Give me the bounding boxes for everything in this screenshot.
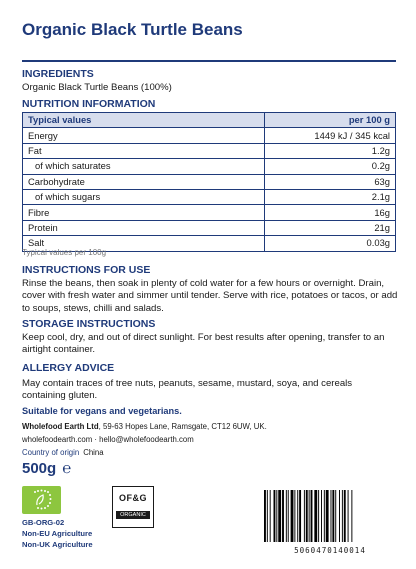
table-row <box>23 128 396 143</box>
barcode-bar <box>335 490 336 542</box>
barcode-bar <box>282 490 284 542</box>
company-name: Wholefood Earth Ltd <box>22 422 99 431</box>
ofg-logo-top: OF&G <box>119 493 147 503</box>
barcode-bar <box>278 490 281 542</box>
storage-text: Keep cool, dry, and out of direct sunlight. For best results after opening, transfer to an airtight container. <box>22 332 385 356</box>
weight-value: 500g <box>22 460 57 477</box>
ingredients-text: Organic Black Turtle Beans (100%) <box>22 82 172 93</box>
company-line <box>22 422 267 431</box>
row-value: 16g <box>265 205 396 220</box>
barcode-bar <box>294 490 295 542</box>
header-typical-values: Typical values <box>23 113 265 128</box>
barcode-bar <box>286 490 287 542</box>
barcode-bar <box>270 490 271 542</box>
row-value: 63g <box>265 174 396 189</box>
row-value: 1.2g <box>265 143 396 158</box>
barcode-bar <box>324 490 325 542</box>
row-label: Energy <box>23 128 265 143</box>
row-value: 2.1g <box>265 189 396 204</box>
row-label: of which sugars <box>23 189 265 204</box>
barcode-bar <box>342 490 343 542</box>
barcode-bar <box>339 490 340 542</box>
barcode-bar <box>332 490 334 542</box>
barcode-bar <box>299 490 301 542</box>
row-value: 21g <box>265 220 396 235</box>
barcode-bar <box>309 490 310 542</box>
barcode-bar <box>344 490 346 542</box>
barcode-bar <box>318 490 319 542</box>
organic-code-1: GB-ORG-02 <box>22 518 65 527</box>
instructions-text: Rinse the beans, then soak in plenty of cold water for a few hours or overnight. Drain, cover with fresh water and simmer until tender. Serve with rice, potatoes or tacos, or add to soups, stews, chilli and salads. <box>22 278 398 314</box>
row-value: 1449 kJ / 345 kcal <box>265 128 396 143</box>
barcode-bar <box>306 490 308 542</box>
origin-line <box>22 448 104 457</box>
barcode-bar <box>304 490 305 542</box>
header-per-100g: per 100 g <box>265 113 396 128</box>
row-label: of which saturates <box>23 159 265 174</box>
nutrition-header-row <box>23 113 396 128</box>
barcode-bar <box>321 490 322 542</box>
origin-label: Country of origin <box>22 448 80 457</box>
ofg-organic-logo <box>112 486 154 528</box>
barcode-bar <box>311 490 313 542</box>
storage-heading: STORAGE INSTRUCTIONS <box>22 318 156 330</box>
net-weight <box>22 460 71 477</box>
barcode-bar <box>348 490 349 542</box>
company-address: , 59-63 Hopes Lane, Ramsgate, CT12 6UW, UK. <box>98 422 267 431</box>
nutrition-heading: NUTRITION INFORMATION <box>22 98 156 110</box>
organic-code-2: Non-EU Agriculture <box>22 529 93 538</box>
barcode-bar <box>267 490 268 542</box>
barcode-bar <box>314 490 317 542</box>
nutrition-table <box>22 112 396 252</box>
barcode-bar <box>351 490 352 542</box>
barcode <box>262 490 398 542</box>
barcode-bar <box>291 490 294 542</box>
barcode-bar <box>297 490 298 542</box>
instructions-heading: INSTRUCTIONS FOR USE <box>22 264 151 276</box>
barcode-bar <box>276 490 277 542</box>
barcode-number: 5060470140014 <box>294 546 366 555</box>
table-row <box>23 143 396 158</box>
ingredients-heading: INGREDIENTS <box>22 68 94 80</box>
estimated-sign: ℮ <box>62 460 72 477</box>
product-title: Organic Black Turtle Beans <box>22 20 243 39</box>
title-divider <box>22 60 396 62</box>
table-row <box>23 174 396 189</box>
eu-organic-leaf-icon <box>22 486 61 514</box>
allergy-heading: ALLERGY ADVICE <box>22 362 115 374</box>
organic-code-3: Non-UK Agriculture <box>22 540 93 549</box>
vegan-note: Suitable for vegans and vegetarians. <box>22 406 182 416</box>
barcode-bar <box>326 490 329 542</box>
table-row <box>23 205 396 220</box>
company-contact: wholefoodearth.com · hello@wholefoodearth.com <box>22 435 194 444</box>
row-label: Fat <box>23 143 265 158</box>
row-label: Salt <box>23 236 265 251</box>
barcode-bar <box>264 490 266 542</box>
row-label: Protein <box>23 220 265 235</box>
row-value: 0.03g <box>265 236 396 251</box>
barcode-bar <box>274 490 276 542</box>
barcode-bar <box>331 490 332 542</box>
table-row <box>23 220 396 235</box>
row-label: Carbohydrate <box>23 174 265 189</box>
ofg-logo-bottom: ORGANIC <box>116 511 150 519</box>
row-value: 0.2g <box>265 159 396 174</box>
table-row <box>23 159 396 174</box>
row-label: Fibre <box>23 205 265 220</box>
origin-value: China <box>83 448 104 457</box>
table-row <box>23 189 396 204</box>
allergy-text: May contain traces of tree nuts, peanuts, sesame, mustard, soya, and cereals containing gluten. <box>22 378 353 402</box>
barcode-bar <box>288 490 289 542</box>
nutrition-footnote: Typical values per 100g <box>22 248 107 257</box>
